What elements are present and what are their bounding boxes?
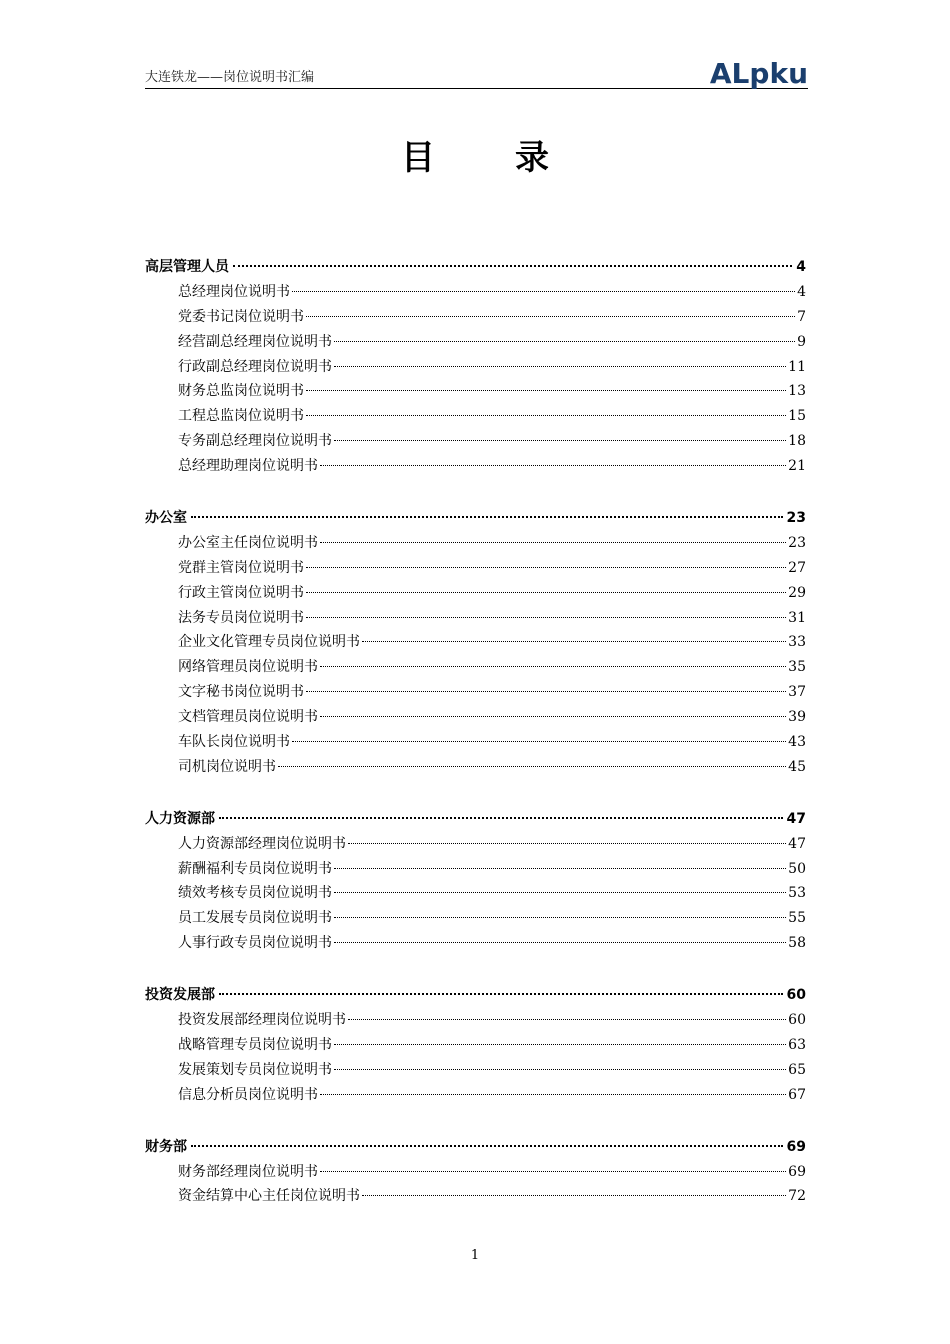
dot-leader	[233, 265, 792, 267]
dot-leader	[320, 1171, 786, 1172]
entry-page-number: 50	[788, 860, 806, 877]
entry-title: 党群主管岗位说明书	[178, 559, 304, 576]
entry-page-number: 23	[788, 534, 806, 551]
section-page-number: 60	[786, 987, 806, 1004]
dot-leader	[320, 465, 786, 466]
toc-section	[145, 808, 806, 957]
entry-title: 办公室主任岗位说明书	[178, 534, 318, 551]
dot-leader	[306, 316, 795, 317]
header-text: 大连铁龙——岗位说明书汇编	[145, 70, 315, 85]
dot-leader	[306, 415, 786, 416]
toc-entry[interactable]	[145, 631, 806, 656]
dot-leader	[334, 1069, 786, 1070]
toc-entry[interactable]	[145, 380, 806, 405]
toc-entry[interactable]	[145, 756, 806, 781]
entry-page-number: 37	[788, 684, 806, 701]
section-title: 投资发展部	[145, 987, 215, 1004]
entry-title: 经营副总经理岗位说明书	[178, 333, 332, 350]
entry-title: 财务部经理岗位说明书	[178, 1163, 318, 1180]
toc-entry[interactable]	[145, 532, 806, 557]
entry-title: 司机岗位说明书	[178, 758, 276, 775]
entry-page-number: 13	[788, 383, 806, 400]
entry-title: 文字秘书岗位说明书	[178, 684, 304, 701]
section-title: 财务部	[145, 1138, 187, 1155]
toc-entry[interactable]	[145, 455, 806, 480]
toc-entry[interactable]	[145, 681, 806, 706]
entry-page-number: 47	[788, 835, 806, 852]
entry-page-number: 65	[788, 1061, 806, 1078]
dot-leader	[334, 341, 795, 342]
dot-leader	[334, 366, 786, 367]
entry-title: 发展策划专员岗位说明书	[178, 1061, 332, 1078]
dot-leader	[320, 666, 786, 667]
entry-title: 专务副总经理岗位说明书	[178, 433, 332, 450]
entry-title: 战略管理专员岗位说明书	[178, 1036, 332, 1053]
toc-entry[interactable]	[145, 557, 806, 582]
entry-page-number: 33	[788, 634, 806, 651]
entry-page-number: 45	[788, 758, 806, 775]
entry-page-number: 18	[788, 433, 806, 450]
entry-title: 员工发展专员岗位说明书	[178, 910, 332, 927]
dot-leader	[348, 843, 786, 844]
entry-title: 信息分析员岗位说明书	[178, 1086, 318, 1103]
dot-leader	[334, 942, 786, 943]
entry-page-number: 63	[788, 1036, 806, 1053]
entry-page-number: 4	[797, 283, 806, 300]
dot-leader	[348, 1019, 786, 1020]
toc-section-heading[interactable]	[145, 808, 806, 833]
page-number: 1	[470, 1248, 480, 1263]
dot-leader	[219, 993, 783, 995]
toc-section-heading[interactable]	[145, 984, 806, 1009]
toc-entry[interactable]	[145, 1059, 806, 1084]
toc-section	[145, 507, 806, 781]
toc-entry[interactable]	[145, 882, 806, 907]
toc-entry[interactable]	[145, 582, 806, 607]
toc-entry[interactable]	[145, 331, 806, 356]
entry-title: 财务总监岗位说明书	[178, 383, 304, 400]
dot-leader	[362, 641, 786, 642]
dot-leader	[334, 440, 786, 441]
toc-entry[interactable]	[145, 1161, 806, 1186]
toc-entry[interactable]	[145, 430, 806, 455]
entry-title: 文档管理员岗位说明书	[178, 709, 318, 726]
toc-entry[interactable]	[145, 656, 806, 681]
entry-page-number: 29	[788, 584, 806, 601]
entry-title: 车队长岗位说明书	[178, 734, 290, 751]
dot-leader	[334, 917, 786, 918]
entry-page-number: 21	[788, 458, 806, 475]
entry-page-number: 7	[797, 308, 806, 325]
dot-leader	[306, 390, 786, 391]
entry-title: 投资发展部经理岗位说明书	[178, 1012, 346, 1029]
toc-section-heading[interactable]	[145, 256, 806, 281]
dot-leader	[292, 741, 786, 742]
toc-entry[interactable]	[145, 858, 806, 883]
dot-leader	[191, 1145, 783, 1147]
entry-page-number: 11	[788, 358, 806, 375]
dot-leader	[278, 766, 786, 767]
dot-leader	[334, 868, 786, 869]
entry-page-number: 31	[788, 609, 806, 626]
entry-title: 薪酬福利专员岗位说明书	[178, 860, 332, 877]
entry-page-number: 67	[788, 1086, 806, 1103]
entry-title: 人事行政专员岗位说明书	[178, 935, 332, 952]
toc-entry[interactable]	[145, 281, 806, 306]
entry-page-number: 27	[788, 559, 806, 576]
section-page-number: 4	[796, 259, 806, 275]
entry-page-number: 35	[788, 659, 806, 676]
section-title: 办公室	[145, 510, 187, 527]
toc-entry[interactable]	[145, 907, 806, 932]
toc-entry[interactable]	[145, 405, 806, 430]
toc-entry[interactable]	[145, 833, 806, 858]
toc-section	[145, 256, 806, 480]
toc-section-heading[interactable]	[145, 1136, 806, 1161]
dot-leader	[320, 542, 786, 543]
page-title: 目录	[401, 138, 629, 178]
entry-page-number: 9	[797, 333, 806, 350]
toc-entry[interactable]	[145, 607, 806, 632]
entry-page-number: 43	[788, 734, 806, 751]
toc-entry[interactable]	[145, 1084, 806, 1109]
dot-leader	[306, 691, 786, 692]
section-title: 高层管理人员	[145, 259, 229, 275]
toc-entry[interactable]	[145, 706, 806, 731]
entry-title: 绩效考核专员岗位说明书	[178, 885, 332, 902]
toc-section-heading[interactable]	[145, 507, 806, 532]
dot-leader	[219, 817, 783, 819]
entry-page-number: 55	[788, 910, 806, 927]
dot-leader	[292, 291, 795, 292]
entry-title: 资金结算中心主任岗位说明书	[178, 1188, 360, 1205]
toc-entry[interactable]	[145, 731, 806, 756]
entry-title: 法务专员岗位说明书	[178, 609, 304, 626]
entry-title: 行政主管岗位说明书	[178, 584, 304, 601]
dot-leader	[191, 516, 783, 518]
toc-entry[interactable]	[145, 932, 806, 957]
entry-page-number: 39	[788, 709, 806, 726]
entry-title: 网络管理员岗位说明书	[178, 659, 318, 676]
section-page-number: 69	[786, 1138, 806, 1155]
section-page-number: 47	[786, 810, 806, 827]
toc-entry[interactable]	[145, 1034, 806, 1059]
toc-entry[interactable]	[145, 1185, 806, 1210]
toc-section	[145, 984, 806, 1108]
entry-title: 总经理岗位说明书	[178, 283, 290, 300]
toc-entry[interactable]	[145, 306, 806, 331]
entry-title: 行政副总经理岗位说明书	[178, 358, 332, 375]
entry-title: 人力资源部经理岗位说明书	[178, 835, 346, 852]
page-header	[145, 58, 808, 89]
entry-title: 工程总监岗位说明书	[178, 408, 304, 425]
dot-leader	[362, 1195, 786, 1196]
entry-title: 企业文化管理专员岗位说明书	[178, 634, 360, 651]
dot-leader	[320, 1094, 786, 1095]
dot-leader	[334, 1044, 786, 1045]
entry-page-number: 53	[788, 885, 806, 902]
entry-page-number: 60	[788, 1012, 806, 1029]
entry-title: 党委书记岗位说明书	[178, 308, 304, 325]
entry-page-number: 72	[788, 1188, 806, 1205]
entry-page-number: 15	[788, 408, 806, 425]
entry-title: 总经理助理岗位说明书	[178, 458, 318, 475]
company-logo	[710, 58, 808, 88]
table-of-contents	[145, 256, 806, 1237]
section-page-number: 23	[786, 510, 806, 527]
dot-leader	[306, 567, 786, 568]
logo-text: ALpku	[709, 57, 808, 90]
dot-leader	[306, 617, 786, 618]
dot-leader	[306, 592, 786, 593]
toc-entry[interactable]	[145, 1009, 806, 1034]
section-title: 人力资源部	[145, 810, 215, 827]
entry-page-number: 58	[788, 935, 806, 952]
toc-entry[interactable]	[145, 356, 806, 381]
dot-leader	[334, 892, 786, 893]
toc-section	[145, 1136, 806, 1211]
entry-page-number: 69	[788, 1163, 806, 1180]
dot-leader	[320, 716, 786, 717]
